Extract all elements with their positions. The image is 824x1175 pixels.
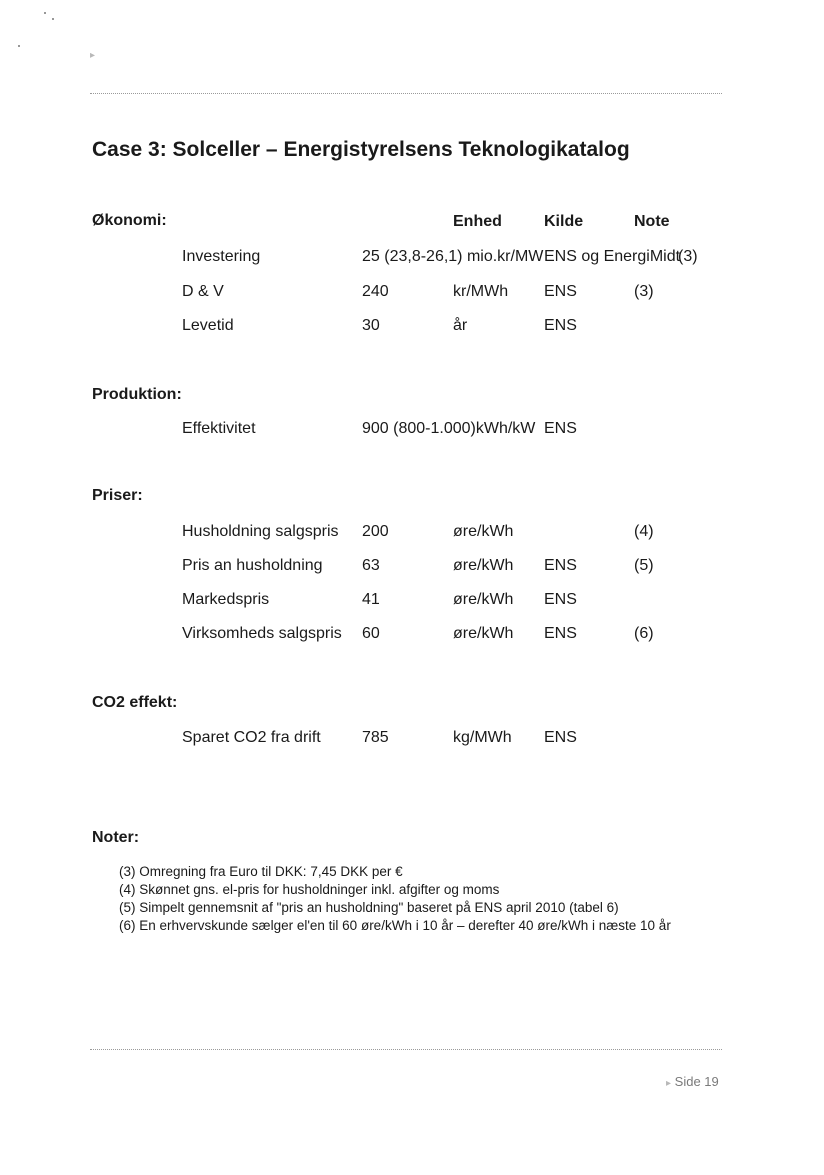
- col-header-note: Note: [634, 213, 670, 230]
- row-value: 785: [362, 729, 389, 746]
- section-co2: CO2 effekt:: [92, 694, 178, 711]
- row-note: (3): [634, 283, 654, 300]
- bottom-rule: [90, 1049, 722, 1050]
- scan-speck: [18, 45, 20, 47]
- section-noter: Noter:: [92, 829, 140, 846]
- row-value: 240: [362, 283, 389, 300]
- row-source: ENS: [544, 729, 577, 746]
- row-unit: øre/kWh: [453, 591, 514, 608]
- note-item: (6) En erhvervskunde sælger el'en til 60 øre/kWh i 10 år – derefter 40 øre/kWh i næste 10 år: [119, 918, 671, 933]
- row-source: ENS: [544, 317, 577, 334]
- row-value: 63: [362, 557, 380, 574]
- row-source: ENS: [544, 420, 577, 437]
- row-label: D & V: [182, 283, 224, 300]
- top-rule: [90, 93, 722, 94]
- row-value: 900 (800-1.000)kWh/kW: [362, 420, 536, 437]
- col-header-kilde: Kilde: [544, 213, 584, 230]
- row-value: 60: [362, 625, 380, 642]
- row-source: ENS: [544, 591, 577, 608]
- row-label: Effektivitet: [182, 420, 256, 437]
- note-item: (4) Skønnet gns. el-pris for husholdninger inkl. afgifter og moms: [119, 882, 500, 897]
- page-title: Case 3: Solceller – Energistyrelsens Teknologikatalog: [92, 138, 630, 161]
- page-number: [666, 1074, 719, 1089]
- row-value: 25 (23,8-26,1) mio.kr/MW: [362, 248, 544, 265]
- row-label: Virksomheds salgspris: [182, 625, 342, 642]
- note-item: (5) Simpelt gennemsnit af "pris an husholdning" baseret på ENS april 2010 (tabel 6): [119, 900, 619, 915]
- row-note: (6): [634, 625, 654, 642]
- row-source: ENS: [544, 557, 577, 574]
- header-arrow-icon: ▸: [90, 50, 96, 61]
- footer-arrow-icon: ▸: [666, 1078, 672, 1089]
- row-unit: øre/kWh: [453, 523, 514, 540]
- section-priser: Priser:: [92, 487, 143, 504]
- row-label: Investering: [182, 248, 261, 265]
- row-note: (5): [634, 557, 654, 574]
- row-value: 41: [362, 591, 380, 608]
- row-label: Pris an husholdning: [182, 557, 323, 574]
- row-label: Husholdning salgspris: [182, 523, 339, 540]
- row-source: ENS: [544, 625, 577, 642]
- row-source: ENS: [544, 283, 577, 300]
- scan-speck: [52, 18, 54, 20]
- row-note: (4): [634, 523, 654, 540]
- row-value: 200: [362, 523, 389, 540]
- scan-speck: [44, 12, 46, 14]
- note-item: (3) Omregning fra Euro til DKK: 7,45 DKK per €: [119, 864, 403, 879]
- row-note: (3): [678, 248, 698, 265]
- row-label: Levetid: [182, 317, 234, 334]
- row-unit: øre/kWh: [453, 557, 514, 574]
- col-header-enhed: Enhed: [453, 213, 502, 230]
- section-produktion: Produktion:: [92, 386, 182, 403]
- row-label: Markedspris: [182, 591, 270, 608]
- row-unit: kr/MWh: [453, 283, 509, 300]
- row-unit: kg/MWh: [453, 729, 512, 746]
- row-unit: år: [453, 317, 468, 334]
- section-okonomi: Økonomi:: [92, 212, 167, 229]
- row-label: Sparet CO2 fra drift: [182, 729, 321, 746]
- row-source: ENS og EnergiMidt: [544, 248, 681, 265]
- row-value: 30: [362, 317, 380, 334]
- row-unit: øre/kWh: [453, 625, 514, 642]
- page-number-label: Side 19: [674, 1074, 719, 1089]
